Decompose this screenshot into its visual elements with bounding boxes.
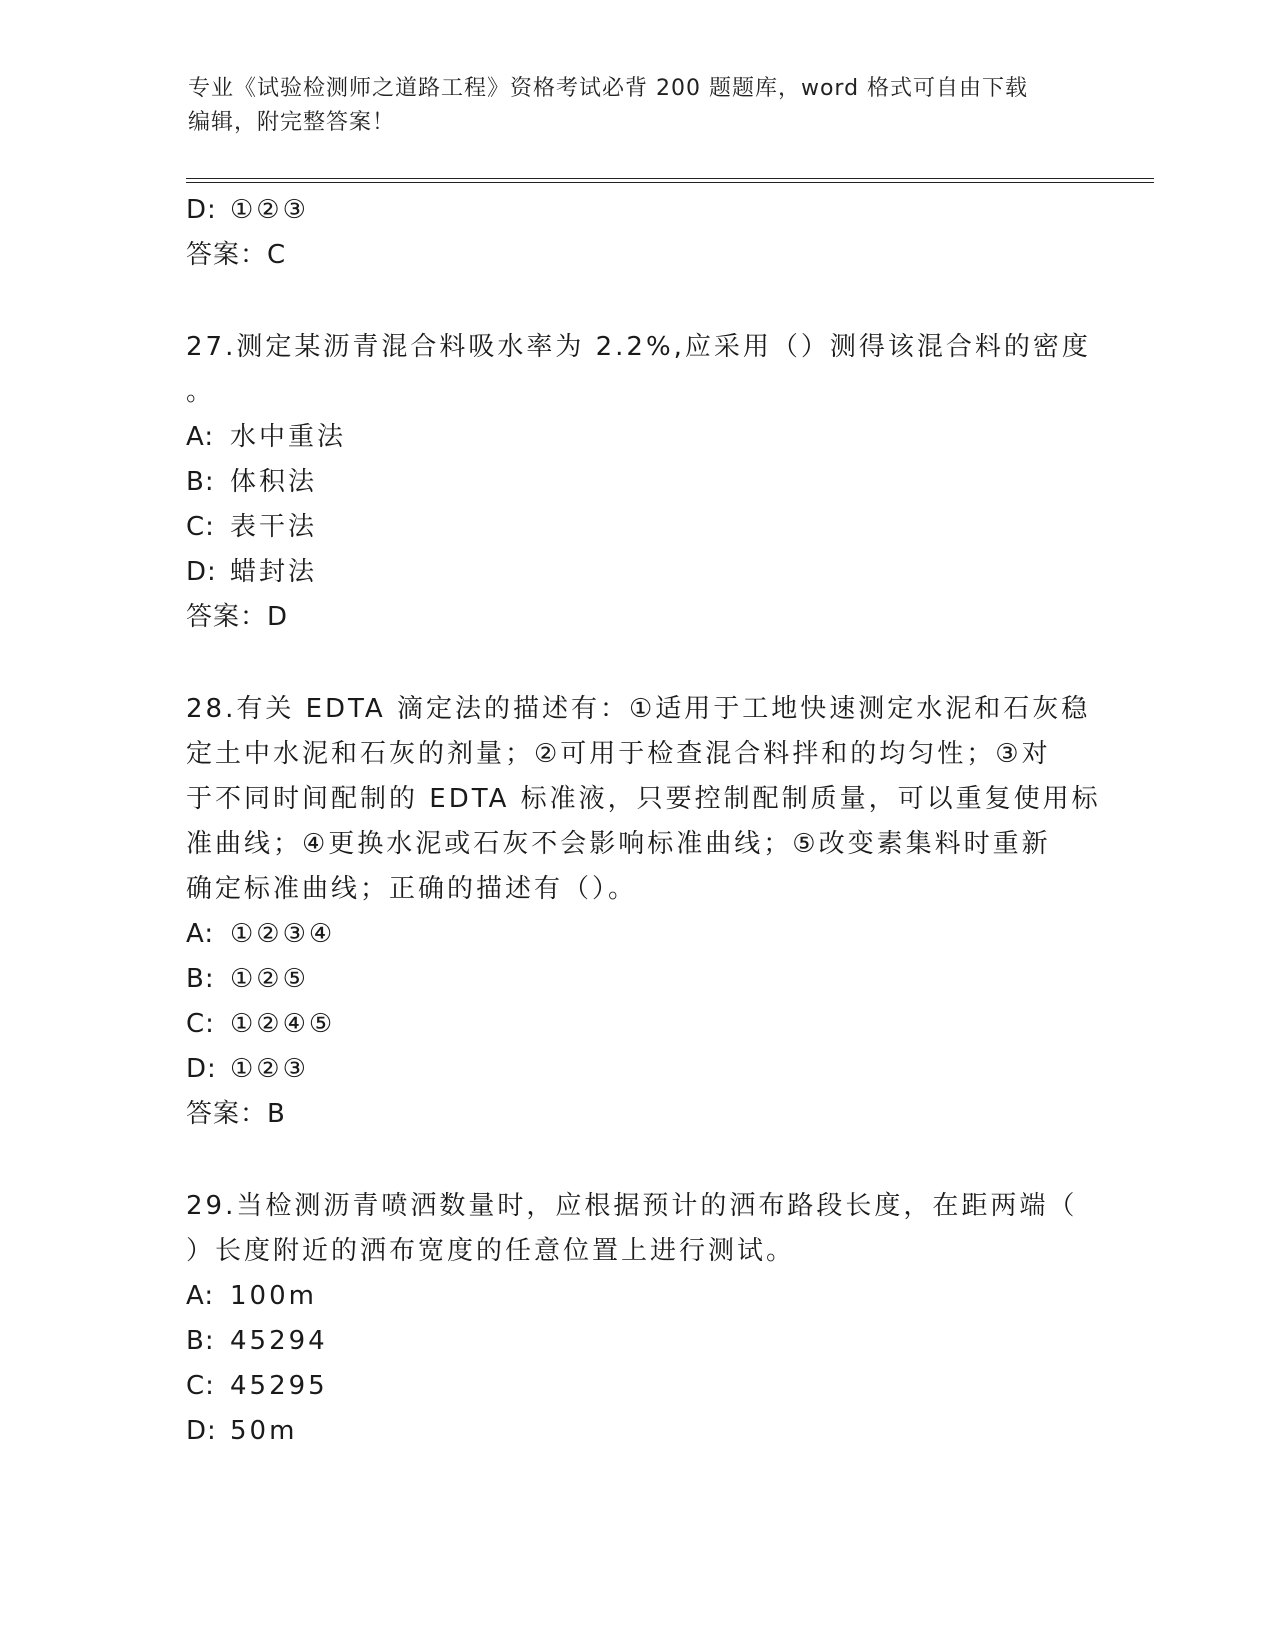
option-label: C: xyxy=(186,512,215,542)
question-27 xyxy=(186,325,1091,640)
header-line-2: 编辑，附完整答案！ xyxy=(188,110,396,135)
option-a xyxy=(186,415,1086,460)
option-label: D: xyxy=(186,557,217,587)
question-stem-line: 于不同时间配制的 EDTA 标准液，只要控制配制质量，可以重复使用标 xyxy=(186,784,1101,814)
header-rule-top xyxy=(186,178,1154,179)
question-stem-line: 定土中水泥和石灰的剂量；②可用于检查混合料拌和的均匀性；③对 xyxy=(186,739,1051,769)
prev-answer: 答案：C xyxy=(186,240,287,270)
option-text: 水中重法 xyxy=(230,422,347,452)
option-b xyxy=(186,1319,1086,1364)
option-text: 45294 xyxy=(230,1326,328,1356)
option-c xyxy=(186,1002,1086,1047)
option-d xyxy=(186,1047,1086,1092)
question-stem-line: 28.有关 EDTA 滴定法的描述有：①适用于工地快速测定水泥和石灰稳 xyxy=(186,694,1091,724)
option-label: D: xyxy=(186,1054,217,1084)
option-d xyxy=(186,1409,1086,1454)
option-text: 100m xyxy=(230,1281,317,1311)
option-text: ①②③④ xyxy=(230,919,336,949)
option-label: B: xyxy=(186,964,215,994)
option-c xyxy=(186,505,1086,550)
option-text: 50m xyxy=(230,1416,298,1446)
option-text: ①②⑤ xyxy=(230,964,309,994)
question-stem-line: 27.测定某沥青混合料吸水率为 2.2%,应采用（）测得该混合料的密度 xyxy=(186,332,1091,362)
option-d xyxy=(186,550,1086,595)
option-a xyxy=(186,1274,1086,1319)
header-line-1: 专业《试验检测师之道路工程》资格考试必背 200 题题库，word 格式可自由下载 xyxy=(188,76,1029,101)
option-text: 蜡封法 xyxy=(230,557,318,587)
option-label: A: xyxy=(186,919,215,949)
option-text: 体积法 xyxy=(230,467,318,497)
option-b xyxy=(186,460,1086,505)
option-a xyxy=(186,912,1086,957)
option-text: ①②③ xyxy=(230,195,309,225)
option-text: 表干法 xyxy=(230,512,318,542)
option-label: A: xyxy=(186,422,215,452)
question-28 xyxy=(186,687,1101,1137)
document-body xyxy=(186,188,1101,1454)
option-c xyxy=(186,1364,1086,1409)
question-stem-line: 准曲线；④更换水泥或石灰不会影响标准曲线；⑤改变素集料时重新 xyxy=(186,829,1051,859)
prev-option-d xyxy=(186,188,1086,233)
option-label: C: xyxy=(186,1371,215,1401)
question-stem-line: 29.当检测沥青喷洒数量时，应根据预计的洒布路段长度，在距两端（ xyxy=(186,1191,1078,1221)
option-text: 45295 xyxy=(230,1371,328,1401)
question-stem-line: 。 xyxy=(186,377,216,407)
question-29 xyxy=(186,1184,1086,1454)
option-text: ①②④⑤ xyxy=(230,1009,336,1039)
option-b xyxy=(186,957,1086,1002)
question-stem-line: 确定标准曲线；正确的描述有（）。 xyxy=(186,874,638,904)
answer: 答案：B xyxy=(186,1099,286,1129)
option-label: B: xyxy=(186,467,215,497)
header-rule-bottom xyxy=(186,182,1154,183)
question-stem-line: ）长度附近的洒布宽度的任意位置上进行测试。 xyxy=(186,1236,796,1266)
option-label: D: xyxy=(186,1416,217,1446)
option-label: D: xyxy=(186,195,217,225)
document-header xyxy=(188,72,1088,140)
answer: 答案：D xyxy=(186,602,289,632)
option-label: A: xyxy=(186,1281,215,1311)
option-label: B: xyxy=(186,1326,215,1356)
option-label: C: xyxy=(186,1009,215,1039)
option-text: ①②③ xyxy=(230,1054,309,1084)
